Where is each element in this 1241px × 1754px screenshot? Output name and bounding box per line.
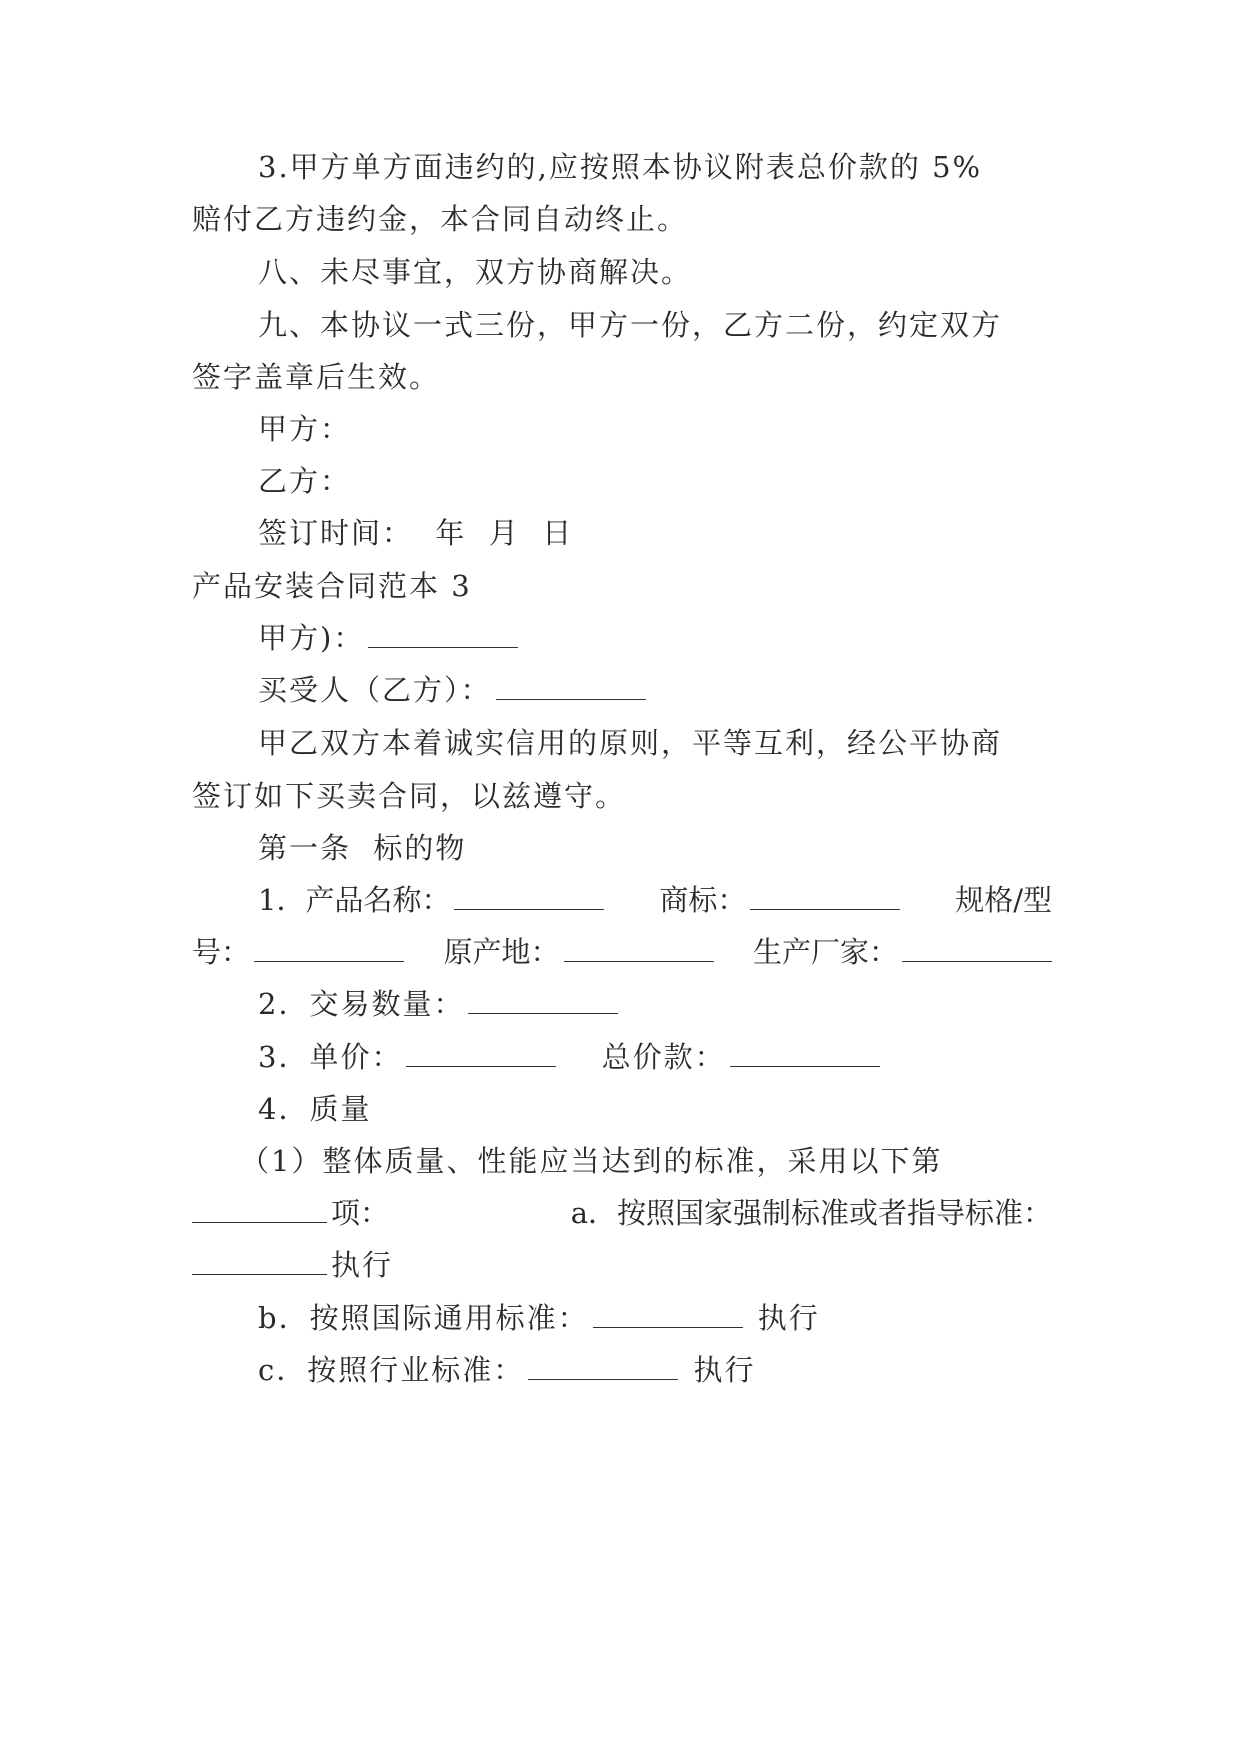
unit-price-label: 3．单价： [258, 1040, 403, 1074]
buyer-blank [496, 673, 646, 700]
clause-8: 八、未尽事宜，双方协商解决。 [258, 255, 693, 289]
quality-standard-line1: （1）整体质量、性能应当达到的标准，采用以下第 [240, 1144, 943, 1178]
option-blank [192, 1196, 327, 1223]
article-1-title: 第一条 标的物 [258, 831, 467, 865]
option-label: 项： [331, 1196, 390, 1230]
intro-line1: 甲乙双方本着诚实信用的原则，平等互利，经公平协商 [258, 726, 1003, 760]
industry-standard-blank [528, 1353, 678, 1380]
sign-date: 签订时间： 年 月 日 [258, 516, 574, 550]
maker-blank [902, 935, 1052, 962]
clause-3-line1: 3.甲方单方面违约的,应按照本协议附表总价款的 5% [258, 150, 983, 184]
product-name-label: 1．产品名称： [258, 883, 451, 917]
industry-standard-label: c．按照行业标准： [258, 1353, 525, 1387]
total-price-label: 总价款： [601, 1040, 726, 1074]
item-2 [258, 985, 1052, 1023]
buyer-line [258, 671, 1052, 709]
item-1-line2 [192, 933, 1052, 971]
clause-3-line2: 赔付乙方违约金，本合同自动终止。 [192, 202, 689, 236]
product-name-blank [454, 883, 604, 910]
party-b-signature: 乙方： [258, 464, 352, 498]
clause-9-line2: 签字盖章后生效。 [192, 360, 441, 394]
brand-blank [750, 883, 900, 910]
national-standard-label: a．按照国家强制标准或者指导标准： [570, 1196, 1052, 1230]
party-a-label: 甲方)： [258, 621, 365, 655]
section-title: 产品安装合同范本 3 [192, 569, 472, 603]
party-a-signature: 甲方： [258, 412, 352, 446]
clause-9-line1: 九、本协议一式三份，甲方一份，乙方二份，约定双方 [258, 308, 1003, 342]
party-a-line [258, 619, 1052, 657]
industry-standard [258, 1351, 1052, 1389]
item-3 [258, 1038, 1052, 1076]
unit-price-blank [406, 1040, 556, 1067]
origin-blank [564, 935, 714, 962]
spec-blank [254, 935, 404, 962]
spec-label-cont: 号： [192, 935, 251, 969]
international-standard-label: b．按照国际通用标准： [258, 1301, 589, 1335]
industry-execute-label: 执行 [693, 1353, 756, 1387]
quantity-blank [468, 987, 618, 1014]
item-1-line1 [258, 881, 1052, 919]
origin-label: 原产地： [443, 935, 560, 969]
national-standard-blank [192, 1248, 327, 1275]
quality-standard-line3 [192, 1246, 1052, 1284]
international-standard-blank [593, 1301, 743, 1328]
total-price-blank [730, 1040, 880, 1067]
intro-line2: 签订如下买卖合同，以兹遵守。 [192, 779, 627, 813]
party-a-blank [368, 621, 518, 648]
item-4: 4．质量 [258, 1092, 372, 1126]
brand-label: 商标： [659, 883, 747, 917]
maker-label: 生产厂家： [752, 935, 898, 969]
buyer-label: 买受人（乙方）： [258, 673, 492, 707]
execute-label: 执行 [331, 1248, 394, 1282]
spec-label: 规格/型 [955, 883, 1052, 917]
quantity-label: 2．交易数量： [258, 987, 465, 1021]
international-execute-label: 执行 [757, 1301, 820, 1335]
international-standard [258, 1299, 1052, 1337]
quality-standard-line2 [192, 1194, 1052, 1232]
